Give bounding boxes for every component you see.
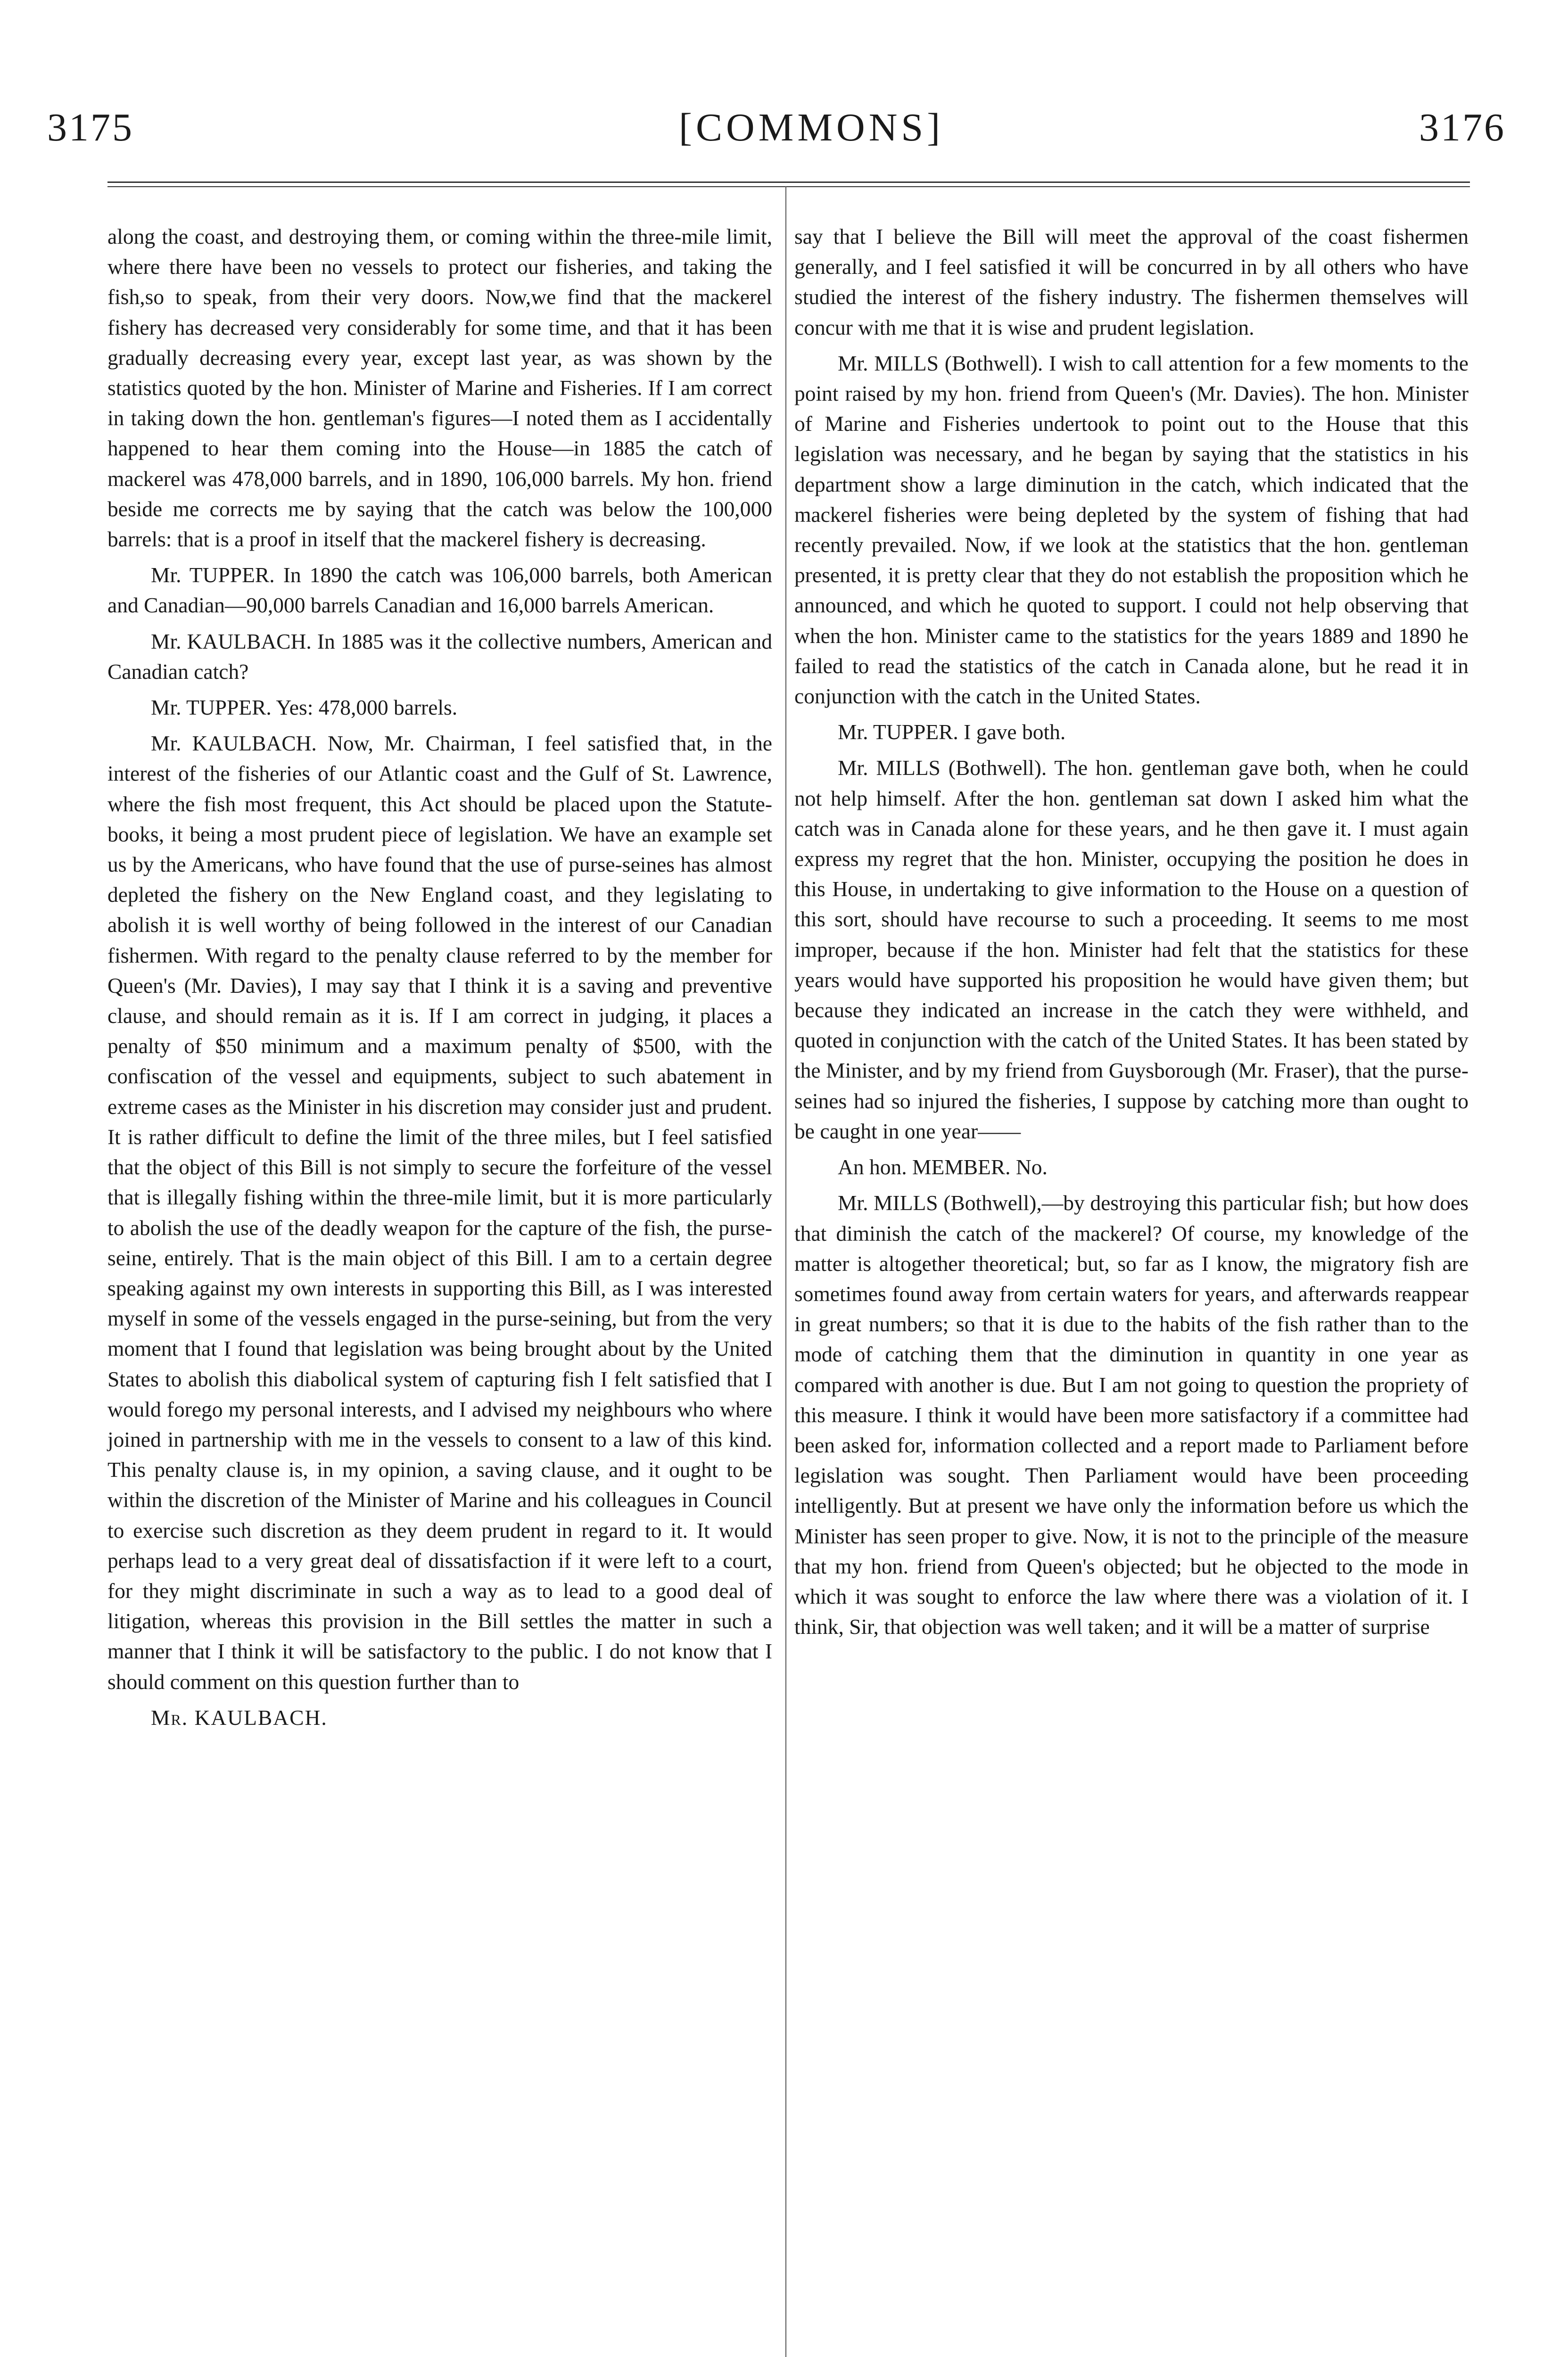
paragraph: An hon. MEMBER. No.	[838, 1155, 1048, 1179]
paragraph: Mr. TUPPER. I gave both.	[838, 720, 1066, 744]
right-column	[794, 222, 1469, 1648]
paragraph: say that I believe the Bill will meet the approval of the coast fishermen generally, and I feel satisfied it will be concurred in by all others who have studied the interest of the fishery industry. The fishermen themselves will concur with me that it is wise and prudent legislation.	[794, 224, 1469, 339]
paragraph: Mr. MILLS (Bothwell),—by destroying this particular fish; but how does that diminish the catch of the mackerel? Of course, my knowledge of the matter is altogether theoretical; but, so far as I know, the migratory fish are sometimes found away from certain waters for years, and afterwards reappear in great numbers; so that it is due to the habits of the fish rather than to the mode of catching them that the diminution in quantity in one year as compared with another is due. But I am not going to question the propriety of this measure. I think it would have been more satisfactory if a committee had been asked for, information collected and a report made to Parliament before legislation was sought. Then Parliament would have been proceeding intelligently. But at present we have only the information before us which the Minister has seen proper to give. Now, it is not to the principle of the measure that my hon. friend from Queen's objected; but he objected to the mode in which it was sought to enforce the law where there was a violation of it. I think, Sir, that objection was well taken; and it will be a matter of surprise	[794, 1191, 1469, 1639]
paragraph: Mr. KAULBACH. Now, Mr. Chairman, I feel satisfied that, in the interest of the fisheries of our Atlantic coast and the Gulf of St. Lawrence, where the fish most frequent, this Act should be placed upon the Statute-books, it being a most prudent piece of legislation. We have an example set us by the Americans, who have found that the use of purse-seines has almost depleted the fishery on the New England coast, and they legislating to abolish it is well worthy of being followed in the interest of our Canadian fishermen. With regard to the penalty clause referred to by the member for Queen's (Mr. Davies), I may say that I think it is a saving and preventive clause, and should remain as it is. If I am correct in judging, it places a penalty of $50 minimum and a maximum penalty of $500, with the confiscation of the vessel and equipments, subject to such abatement in extreme cases as the Minister in his discretion may consider just and prudent. It is rather difficult to define the limit of the three miles, but I feel satisfied that the object of this Bill is not simply to secure the forfeiture of the vessel that is illegally fishing within the three-mile limit, but it is more particularly to abolish the use of the deadly weapon for the capture of the fish, the purse-seine, entirely. That is the main object of this Bill. I am to a certain degree speaking against my own interests in supporting this Bill, as I was interested myself in some of the vessels engaged in the purse-seining, but from the very moment that I found that legislation was being brought about by the United States to abolish this diabolical system of capturing fish I felt satisfied that I would forego my personal interests, and I advised my neighbours who where joined in partnership with me in the vessels to consent to a law of this kind. This penalty clause is, in my opinion, a saving clause, and it ought to be within the discretion of the Minister of Marine and his colleagues in Council to exercise such discretion as they deem prudent in regard to it. It would perhaps lead to a very great deal of dissatisfaction if it were left to a court, for they might discriminate in such a way as to lead to a good deal of litigation, whereas this provision in the Bill settles the matter in such a manner that I think it will be satisfactory to the public. I do not know that I should comment on this question further than to	[107, 731, 772, 1694]
header-rule-thin	[107, 186, 1470, 187]
paragraph: Mr. TUPPER. In 1890 the catch was 106,000 barrels, both American and Canadian—90,000 barrels Canadian and 16,000 barrels American.	[107, 563, 772, 618]
paragraph: Mr. MILLS (Bothwell). I wish to call attention for a few moments to the point raised by my hon. friend from Queen's (Mr. Davies). The hon. Minister of Marine and Fisheries undertook to point out to the House that this legislation was necessary, and he began by saying that the statistics in his department show a large diminution in the catch, which indicated that the mackerel fisheries were being depleted by the system of fishing that had recently prevailed. Now, if we look at the statistics that the hon. gentleman presented, it is pretty clear that they do not establish the proposition which he announced, and which he quoted to support. I could not help observing that when the hon. Minister came to the statistics for the years 1889 and 1890 he failed to read the statistics of the catch in Canada alone, but he read it in conjunction with the catch in the United States.	[794, 351, 1469, 709]
paragraph: along the coast, and destroying them, or coming within the three-mile limit, where there have been no vessels to protect our fisheries, and taking the fish,so to speak, from their very doors. Now,we find that the mackerel fishery has decreased very considerably for some time, and that it has been gradually decreasing every year, except last year, as was shown by the statistics quoted by the hon. Minister of Marine and Fisheries. If I am correct in taking down the hon. gentleman's figures—I noted them as I accidentally happened to hear them coming into the House—in 1885 the catch of mackerel was 478,000 barrels, and in 1890, 106,000 barrels. My hon. friend beside me corrects me by saying that the catch was below the 100,000 barrels: that is a proof in itself that the mackerel fishery is decreasing.	[107, 224, 772, 552]
header-rule	[107, 181, 1470, 183]
page-number-right: 3176	[1419, 106, 1506, 149]
left-column	[107, 222, 772, 1739]
speaker-attribution: Mr. KAULBACH.	[151, 1705, 328, 1730]
page-number-left: 3175	[47, 106, 134, 149]
paragraph: Mr. TUPPER. Yes: 478,000 barrels.	[151, 695, 458, 720]
column-divider	[785, 186, 786, 2357]
page-title: [COMMONS]	[679, 106, 944, 149]
paragraph: Mr. MILLS (Bothwell). The hon. gentleman gave both, when he could not help himself. After the hon. gentleman sat down I asked him what the catch was in Canada alone for these years, and he then gave it. I must again express my regret that the hon. Minister, occupying the position he does in this House, in undertaking to give information to the House on a question of this sort, should have recourse to such a proceeding. It seems to me most improper, because if the hon. Minister had felt that the statistics for these years would have supported his proposition he would have given them; but because they indicated an increase in the catch they were withheld, and quoted in conjunction with the catch of the United States. It has been stated by the Minister, and by my friend from Guysborough (Mr. Fraser), that the purse-seines had so injured the fisheries, I suppose by catching more than ought to be caught in one year——	[794, 756, 1469, 1143]
page-header	[0, 105, 1568, 157]
paragraph: Mr. KAULBACH. In 1885 was it the collective numbers, American and Canadian catch?	[107, 629, 772, 684]
